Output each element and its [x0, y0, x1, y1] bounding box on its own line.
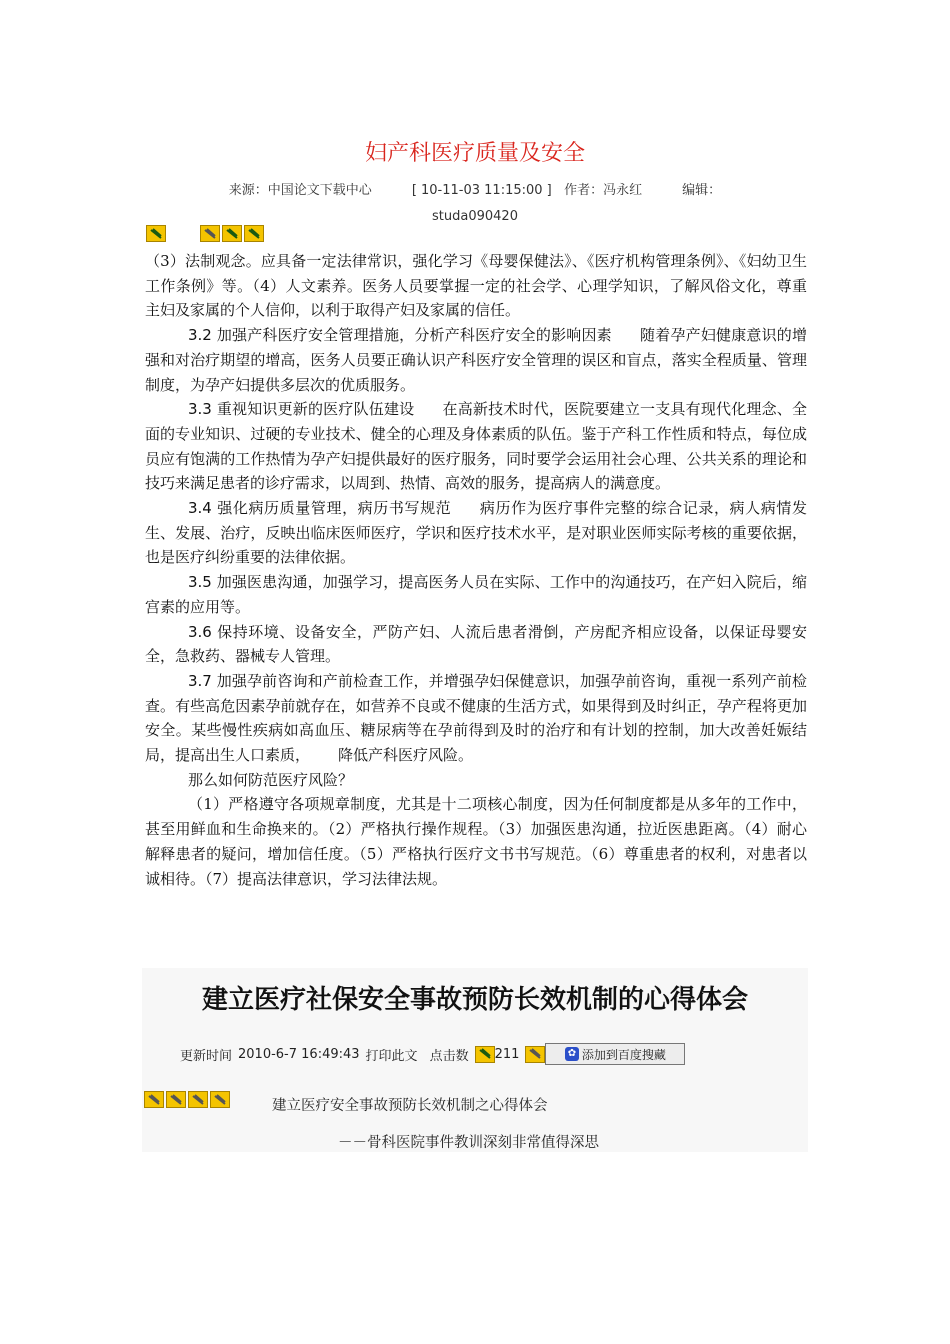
paragraph: 那么如何防范医疗风险？ — [188, 770, 354, 789]
icon-group-right — [200, 225, 264, 242]
section-number: 3.5 — [188, 573, 212, 592]
paragraph: （3）法制观念。应具备一定法律常识，强化学习《母婴保健法》、《医疗机构管理条例》、《妇幼卫生工作条例》等。（4）人文素养。医务人员要掌握一定的社会学、心理学知识，了解风俗文化，尊重主妇及家属的个人信仰，以利于取得产妇及家属的信任。 — [145, 252, 807, 320]
clip-icon[interactable] — [210, 1091, 230, 1108]
section-number: 3.3 — [188, 400, 212, 419]
section-text: 在高新技术时代，医院要建立一支具有现代化理念、全面的专业知识、过硬的专业技术、健全的心理及身体素质的队伍。鉴于产科工作性质和特点，每位成员应有饱满的工作热情为孕产妇提供最好的医疗服务，同时要学会运用社会心理、公共关系的理论和技巧来满足患者的诊疗需求，以周到、热情、高效的服务，提高病人的满意度。 — [145, 400, 807, 493]
editor-label: 编辑： — [682, 183, 722, 198]
bookmark-icon[interactable] — [146, 225, 166, 242]
author-label: 作者：冯永红 — [564, 183, 643, 198]
paragraph: （1）严格遵守各项规章制度，尤其是十二项核心制度，因为任何制度都是从多年的工作中，甚至用鲜血和生命换来的。（2）严格执行操作规程。（3）加强医患沟通，拉近医患距离。（4）耐心解释患者的疑问，增加信任度。（5）严格执行医疗文书书写规范。（6）尊重患者的权利，对患者以诚相待。（7）提高法律意识，学习法律法规。 — [145, 795, 807, 888]
article-title: 妇产科医疗质量及安全 — [364, 141, 585, 166]
bookmark-icon[interactable] — [244, 225, 264, 242]
paragraph — [145, 669, 807, 768]
icon-group-article2 — [144, 1091, 230, 1108]
article-meta — [145, 178, 805, 230]
clip-icon[interactable] — [166, 1091, 186, 1108]
bookmark-icon[interactable] — [222, 225, 242, 242]
clip-icon — [525, 1046, 545, 1063]
article2-title: 建立医疗社保安全事故预防长效机制的心得体会 — [201, 985, 748, 1015]
section-number: 3.6 — [188, 622, 212, 641]
section-number: 3.7 — [188, 671, 212, 690]
clip-icon[interactable] — [144, 1091, 164, 1108]
section-text: 加强医患沟通，加强学习，提高医务人员在实际、工作中的沟通技巧，在产妇入院后，缩宫素的应用等。 — [145, 573, 807, 616]
clicks-label: 点击数 — [429, 1048, 469, 1064]
baidu-bookmark-button[interactable] — [545, 1043, 685, 1065]
article2-subtitle-2: －－骨科医院事件教训深刻非常值得深思 — [338, 1135, 599, 1151]
paragraph — [145, 570, 807, 619]
source-label: 来源：中国论文下载中心 — [228, 183, 372, 198]
article-body — [145, 249, 807, 891]
section-heading: 重视知识更新的医疗队伍建设 — [216, 400, 415, 419]
article2-subtitle: 建立医疗安全事故预防长效机制之心得体会 — [272, 1098, 548, 1114]
baidu-paw-icon: ✿ — [565, 1047, 579, 1061]
updated-label: 更新时间 — [180, 1048, 233, 1064]
section-text: 保持环境、设备安全，严防产妇、人流后患者滑倒，产房配齐相应设备，以保证母婴安全，急救药、器械专人管理。 — [145, 622, 807, 666]
paragraph — [145, 323, 807, 397]
section-number: 3.2 — [188, 326, 212, 345]
article2-meta — [180, 1043, 685, 1065]
publish-datetime: [ 10-11-03 11:15:00 ] — [411, 183, 552, 198]
bookmark-icon — [475, 1046, 495, 1063]
paragraph — [145, 620, 807, 669]
section-text: 加强孕前咨询和产前检查工作，并增强孕妇保健意识，加强孕前咨询，重视一系列产前检查。有些高危因素孕前就存在，如营养不良或不健康的生活方式，如果得到及时纠正，孕产程将更加安全。某些慢性疾病如高血压、糖尿病等在孕前得到及时的治疗和有计划的控制，加大改善妊娠结局，提高出生人口素质， — [145, 671, 807, 765]
section-text: 降低产科医疗风险。 — [338, 746, 474, 765]
clip-icon[interactable] — [200, 225, 220, 242]
section-heading: 强化病历质量管理，病历书写规范 — [217, 499, 452, 518]
section-text: 随着孕产妇健康意识的增强和对治疗期望的增高，医务人员要正确认识产科医疗安全管理的误区和盲点，落实全程质量、管理制度，为孕产妇提供多层次的优质服务。 — [145, 326, 807, 394]
updated-value: 2010-6-7 16:49:43 — [238, 1046, 360, 1062]
editor-name: studa090420 — [432, 209, 518, 224]
baidu-button-label: 添加到百度搜藏 — [581, 1047, 666, 1062]
clip-icon[interactable] — [188, 1091, 208, 1108]
section-number: 3.4 — [188, 499, 212, 518]
section-heading: 加强产科医疗安全管理措施，分析产科医疗安全的影响因素 — [216, 326, 612, 345]
print-link[interactable]: 打印此文 — [365, 1048, 418, 1064]
paragraph — [145, 397, 807, 496]
section-text: 病历作为医疗事件完整的综合记录，病人病情发生、发展、治疗，反映出临床医师医疗，学识和医疗技术水平，是对职业医师实际考核的重要依据，也是医疗纠纷重要的法律依据。 — [145, 499, 807, 567]
icon-group-left — [146, 225, 166, 242]
clicks-value: 211 — [494, 1046, 520, 1062]
paragraph — [145, 496, 807, 570]
